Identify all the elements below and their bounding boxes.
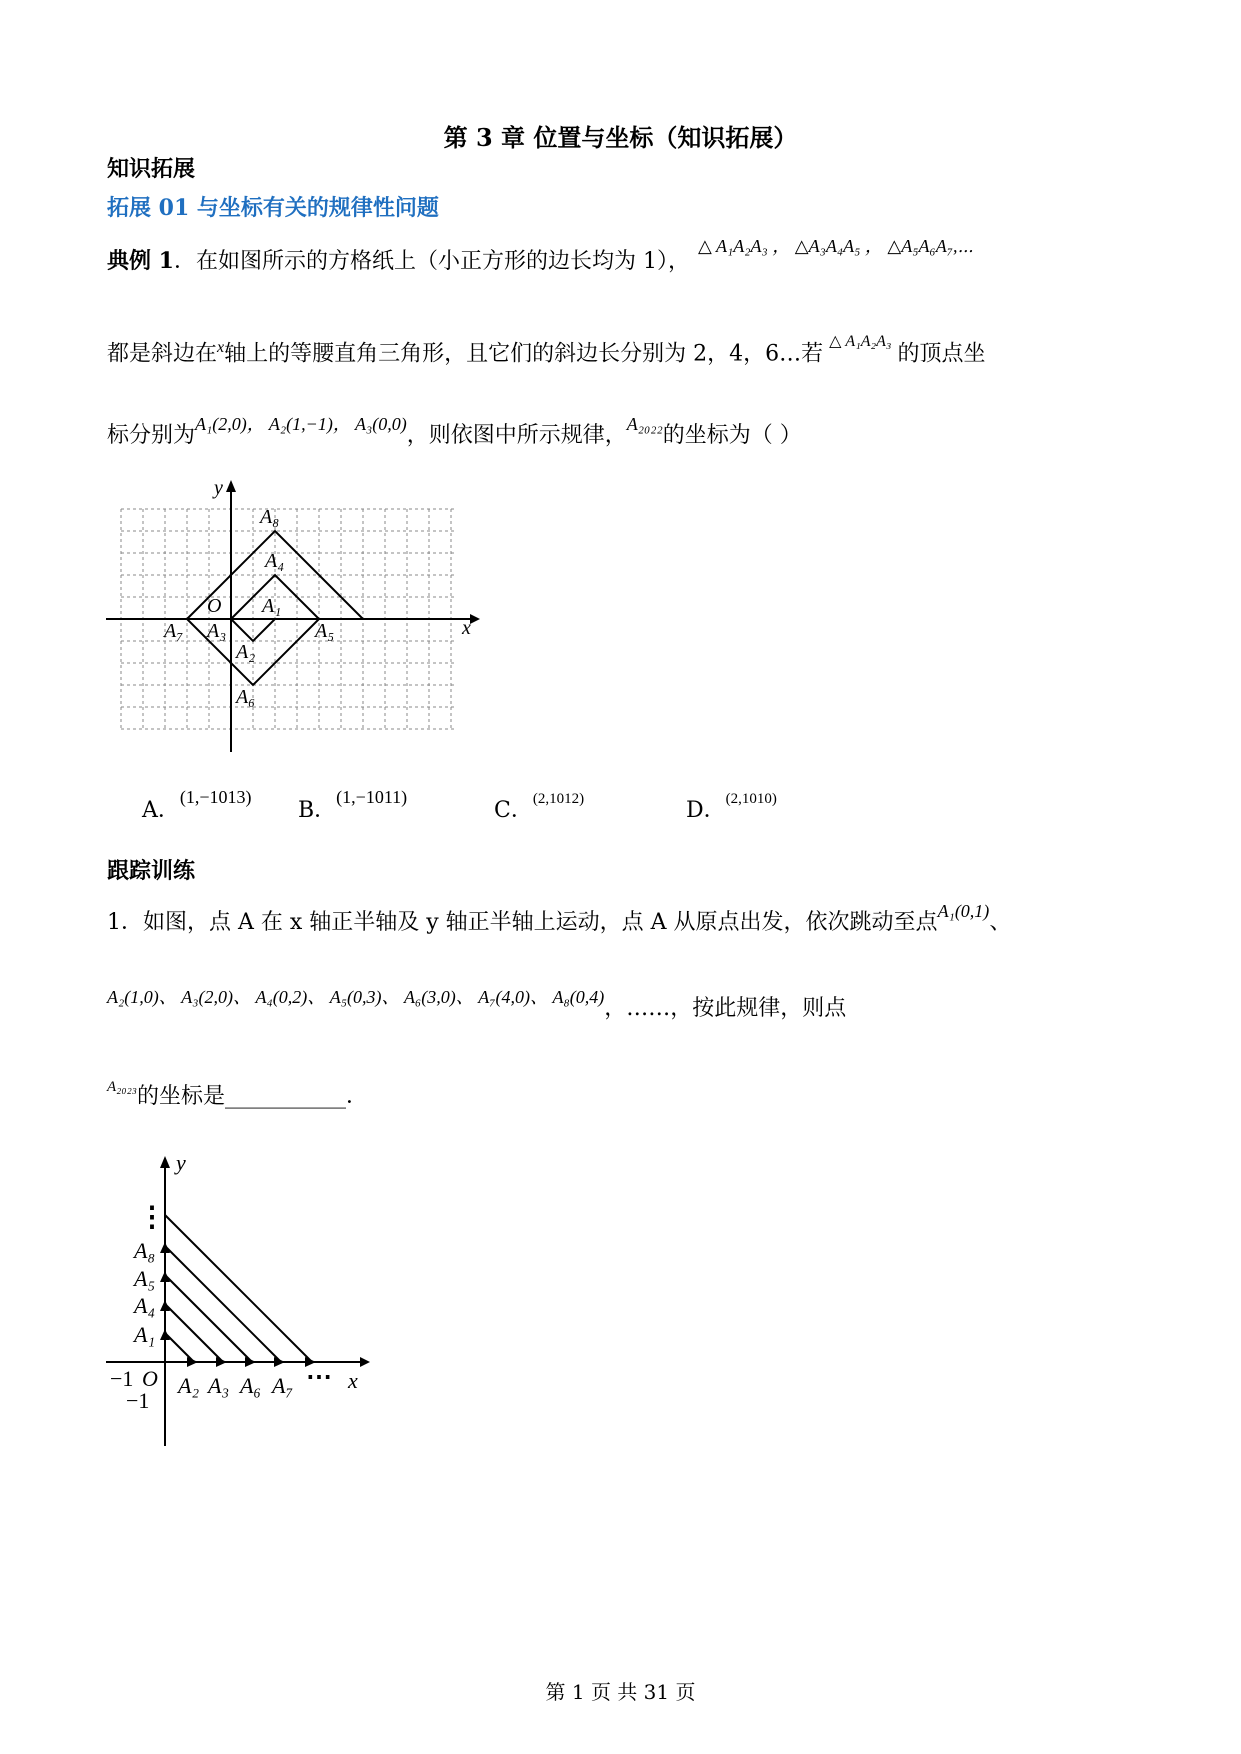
label-a8-2: A₈ — [134, 1238, 156, 1263]
q1-line-1 — [107, 901, 1012, 938]
q1-a1-math: A₁(0,1) — [937, 901, 990, 921]
option-c-label: C． — [494, 798, 533, 823]
label-origin-2: O — [142, 1366, 158, 1391]
label-a5-2: A₅ — [134, 1266, 156, 1291]
example-triangles-math: △ A₁A₂A₃ ， △A₃A₄A₅ ， △A₅A₆A₇,⋯ — [698, 236, 974, 256]
arrow-a8-a7 — [165, 1246, 281, 1362]
label-a1: A₁ — [262, 595, 282, 617]
y-axis-arrow-icon — [226, 480, 236, 492]
option-c[interactable] — [494, 791, 585, 828]
example-text-2b: 轴上的等腰直角三角形，且它们的斜边长分别为 2，4，6…若 — [224, 341, 824, 367]
arrow-a4-a3 — [165, 1304, 223, 1362]
up-arrow-icon — [160, 1242, 170, 1253]
label-x-2: x — [348, 1368, 358, 1393]
label-a6: A₆ — [236, 686, 256, 708]
label-a1-2: A₁ — [134, 1322, 156, 1347]
training-heading: 跟踪训练 — [107, 858, 196, 884]
label-a4-2: A₄ — [134, 1293, 156, 1318]
option-d[interactable] — [686, 791, 777, 828]
example-label: 典例 1 — [107, 248, 174, 274]
option-b[interactable] — [298, 787, 408, 826]
up-arrow-icon — [160, 1271, 170, 1282]
example-text-3a: 标分别为 — [107, 423, 196, 448]
example-line-1 — [107, 246, 690, 277]
label-y-2: y — [176, 1150, 186, 1175]
up-arrow-icon — [160, 1329, 170, 1340]
jump-figure — [100, 1148, 390, 1454]
example-coords-math: A₁(2,0)， A₂(1,−1)， A₃(0,0) — [195, 414, 407, 434]
y-ellipsis-icon: ⋮ — [138, 1202, 166, 1233]
q1-a2023-math: A₂₀₂₃ — [107, 1079, 138, 1095]
right-arrow-icon — [245, 1357, 256, 1367]
option-c-value: (2,1012) — [532, 791, 585, 807]
arrow-a1-a2 — [165, 1333, 194, 1362]
label-a6-2: A₆ — [240, 1373, 262, 1398]
section-heading: 知识拓展 — [107, 156, 196, 182]
label-a3: A₃ — [207, 620, 227, 642]
label-y: y — [214, 477, 223, 499]
x-ellipsis-icon: ⋯ — [306, 1362, 332, 1391]
label-a8: A₈ — [260, 506, 280, 528]
y-axis-arrow-icon-2 — [160, 1156, 170, 1168]
label-neg1-x: −1 — [110, 1366, 134, 1391]
q1-comma: 、 — [989, 910, 1012, 935]
option-b-value: (1,−1011) — [336, 787, 408, 807]
label-a7-2: A₇ — [272, 1373, 294, 1398]
example-a2022-math: A₂₀₂₂ — [626, 414, 663, 434]
example-text-3b: ，则依图中所示规律， — [406, 423, 627, 448]
label-a7: A₇ — [164, 620, 184, 642]
example-text-3c: 的坐标为（ ） — [662, 423, 802, 448]
example-line-3 — [107, 414, 802, 451]
grid-figure — [100, 476, 490, 756]
up-arrow-icon — [160, 1300, 170, 1311]
q1-text-1: 1．如图，点 A 在 x 轴正半轴及 y 轴正半轴上运动，点 A 从原点出发，依次跳动至点 — [107, 910, 938, 935]
example-line-2 — [107, 333, 985, 371]
option-a[interactable] — [142, 787, 252, 826]
option-d-value: (2,1010) — [725, 791, 777, 807]
label-a3-2: A₃ — [208, 1373, 230, 1398]
q1-points-math: A₂(1,0)、 A₃(2,0)、 A₄(0,2)、 A₅(0,3)、 A₆(3,0)、 A₇(4,0)、 A₈(0,4) — [107, 987, 605, 1007]
label-a4: A₄ — [265, 550, 285, 572]
q1-text-2: ，……，按此规律，则点 — [604, 996, 847, 1021]
label-origin: O — [207, 595, 222, 617]
label-a2: A₂ — [236, 641, 256, 663]
option-b-label: B． — [298, 798, 337, 823]
label-x: x — [462, 617, 471, 639]
label-a5: A₅ — [315, 620, 335, 642]
topic-heading: 拓展 01 与坐标有关的规律性问题 — [107, 195, 439, 221]
example-text-2a: 都是斜边在 — [107, 341, 218, 367]
x-axis-arrow-icon — [470, 614, 480, 624]
right-arrow-icon — [187, 1357, 198, 1367]
option-d-label: D． — [686, 798, 726, 823]
x-symbol: x — [217, 339, 225, 356]
q1-text-3: 的坐标是___________． — [137, 1084, 369, 1109]
q1-line-3 — [107, 1079, 369, 1114]
x-axis-arrow-icon-2 — [360, 1357, 370, 1367]
page-footer: 第 1 页 共 31 页 — [545, 1680, 696, 1704]
label-a2-2: A₂ — [178, 1373, 200, 1398]
right-arrow-icon — [274, 1357, 285, 1367]
example-text-2c: 的顶点坐 — [897, 341, 986, 367]
arrow-next — [165, 1215, 312, 1362]
label-neg1-y: −1 — [126, 1388, 150, 1413]
q1-line-2 — [107, 987, 847, 1024]
page-title: 第 3 章 位置与坐标（知识拓展） — [443, 123, 798, 152]
option-a-label: A． — [142, 798, 180, 823]
option-a-value: (1,−1013) — [179, 787, 252, 807]
example-text-1: ．在如图所示的方格纸上（小正方形的边长均为 1）， — [173, 249, 690, 274]
right-arrow-icon — [216, 1357, 227, 1367]
example-triangle-math: △ A₁A₂A₃ — [829, 333, 892, 351]
